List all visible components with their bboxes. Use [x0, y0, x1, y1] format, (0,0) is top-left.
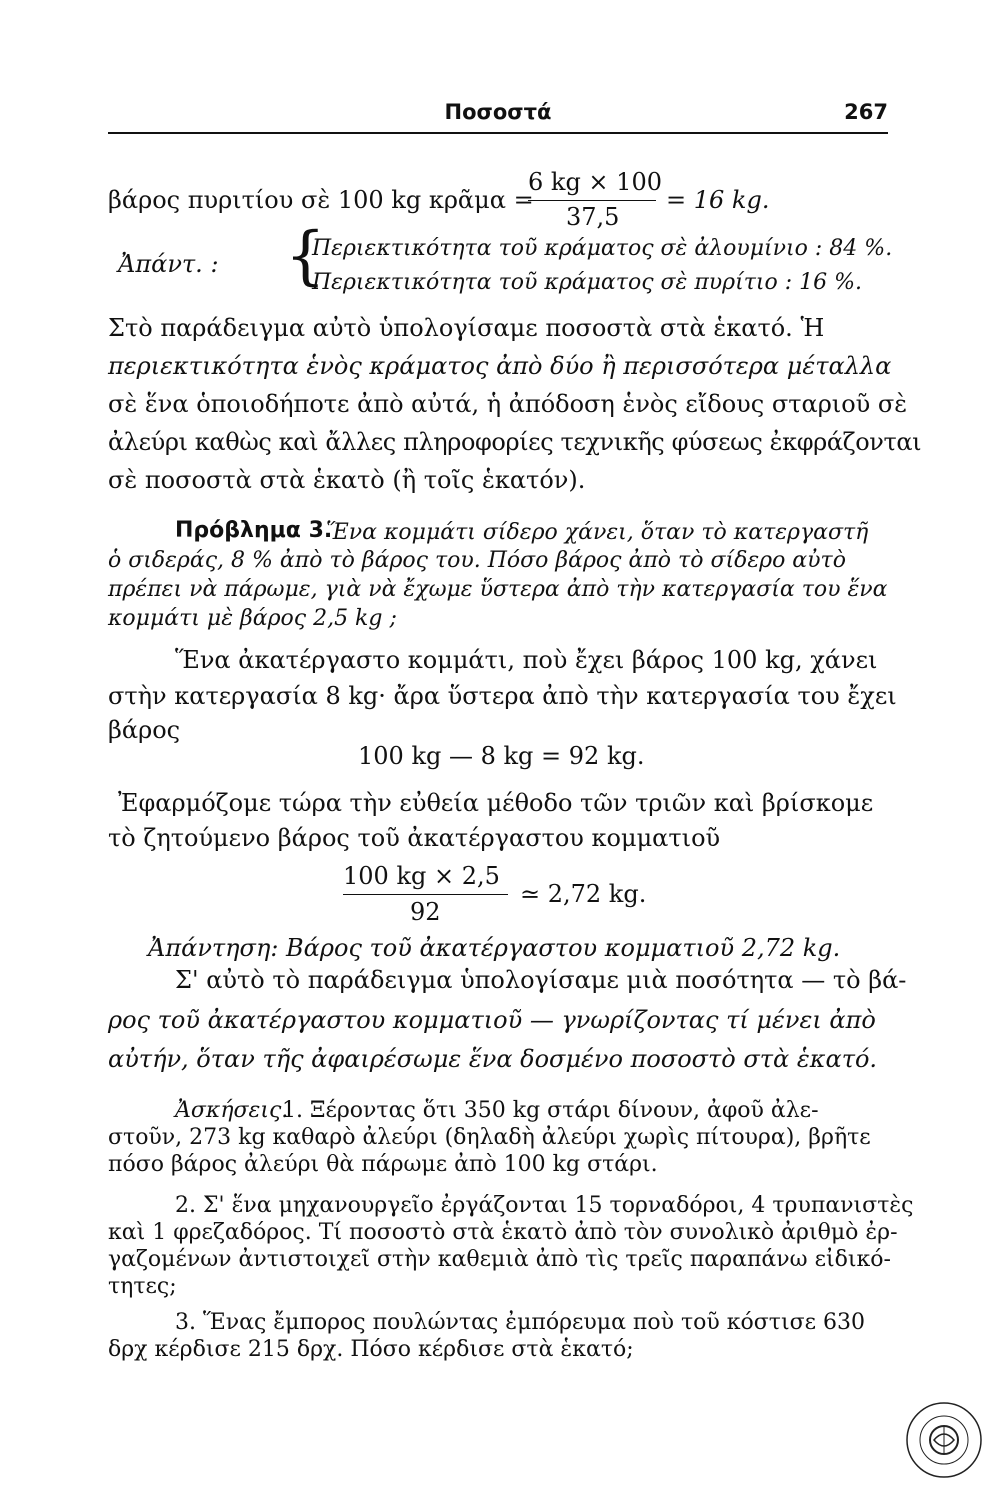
page-number: 267	[844, 100, 888, 124]
para2-line: Ἕνα ἀκατέργαστο κομμάτι, ποὺ ἔχει βάρος 100 kg, χάνει	[175, 646, 878, 674]
exercise3-line: 3. Ἕνας ἔμπορος πουλώντας ἐμπόρευμα ποὺ τοῦ κόστισε 630	[175, 1310, 865, 1335]
formula2-denominator: 92	[410, 898, 441, 926]
formula2-numerator: 100 kg × 2,5	[343, 862, 500, 890]
exercises-label: Ἀσκήσεις.	[175, 1098, 289, 1123]
answer2: Ἀπάντηση: Βάρος τοῦ ἀκατέργαστου κομματιοῦ 2,72 kg.	[148, 934, 841, 962]
formula1-numerator: 6 kg × 100	[528, 168, 662, 196]
formula2-result: ≃ 2,72 kg.	[520, 880, 647, 908]
answer1-line1: Περιεκτικότητα τοῦ κράματος σὲ ἀλουμίνιο : 84 %.	[312, 236, 893, 261]
para1-line: περιεκτικότητα ἑνὸς κράματος ἀπὸ δύο ἢ περισσότερα μέταλλα	[108, 352, 892, 380]
para4-line: αὐτήν, ὅταν τῆς ἀφαιρέσωμε ἕνα δοσμένο ποσοστὸ στὰ ἑκατό.	[108, 1045, 878, 1073]
foundation-seal-icon	[904, 1400, 984, 1480]
para1-line: Στὸ παράδειγμα αὐτὸ ὑπολογίσαμε ποσοστὰ στὰ ἑκατό. Ἡ	[108, 314, 825, 342]
problem3-line: πρέπει νὰ πάρωμε, γιὰ νὰ ἔχωμε ὕστερα ἀπὸ τὴν κατεργασία του ἕνα	[108, 577, 888, 602]
problem3-line: κομμάτι μὲ βάρος 2,5 kg ;	[108, 606, 397, 631]
problem3-line: Ἕνα κομμάτι σίδερο χάνει, ὅταν τὸ κατεργαστῆ	[326, 520, 869, 545]
para1-line: σὲ ἕνα ὁποιοδήποτε ἀπὸ αὐτά, ἡ ἀπόδοση ἑνὸς εἴδους σταριοῦ σὲ	[108, 390, 908, 418]
exercise2-line: τητες;	[108, 1274, 177, 1299]
exercise1-line: 1. Ξέροντας ὅτι 350 kg στάρι δίνουν, ἀφοῦ ἀλε-	[282, 1098, 819, 1123]
exercise2-line: 2. Σ' ἕνα μηχανουργεῖο ἐργάζονται 15 τορναδόροι, 4 τρυπανιστὲς	[175, 1193, 914, 1218]
para1-line: σὲ ποσοστὰ στὰ ἑκατὸ (ἢ τοῖς ἑκατόν).	[108, 466, 586, 494]
para1-line: ἀλεύρι καθὼς καὶ ἄλλες πληροφορίες τεχνικῆς φύσεως ἐκφράζονται	[108, 428, 922, 456]
formula1-fraction-rule	[528, 200, 656, 201]
problem3-line: ὁ σιδεράς, 8 % ἀπὸ τὸ βάρος του. Πόσο βάρος ἀπὸ τὸ σίδερο αὐτὸ	[108, 548, 846, 573]
exercise2-line: καὶ 1 φρεζαδόρος. Τί ποσοστὸ στὰ ἑκατὸ ἀπὸ τὸν συνολικὸ ἀριθμὸ ἐρ-	[108, 1220, 898, 1245]
para2-line: στὴν κατεργασία 8 kg· ἄρα ὕστερα ἀπὸ τὴν κατεργασία του ἔχει	[108, 682, 897, 710]
para2-line: βάρος	[108, 716, 181, 744]
exercise2-line: γαζομένων ἀντιστοιχεῖ στὴν καθεμιὰ ἀπὸ τὶς τρεῖς παραπάνω εἰδικό-	[108, 1247, 891, 1272]
running-title: Ποσοστά	[444, 100, 552, 124]
answer-brace: {	[285, 219, 326, 293]
header-rule	[108, 132, 888, 134]
formula1-prefix: βάρος πυριτίου σὲ 100 kg κρᾶμα =	[108, 186, 534, 214]
problem3-label: Πρόβλημα 3.	[175, 518, 333, 543]
equation2: 100 kg — 8 kg = 92 kg.	[358, 742, 645, 770]
page-header	[108, 100, 888, 134]
exercise1-line: πόσο βάρος ἀλεύρι θὰ πάρωμε ἀπὸ 100 kg στάρι.	[108, 1152, 658, 1177]
exercise1-line: στοῦν, 273 kg καθαρὸ ἀλεύρι (δηλαδὴ ἀλεύρι χωρὶς πίτουρα), βρῆτε	[108, 1125, 871, 1150]
exercise3-line: δρχ κέρδισε 215 δρχ. Πόσο κέρδισε στὰ ἑκατό;	[108, 1337, 634, 1362]
para4-line: ρος τοῦ ἀκατέργαστου κομματιοῦ — γνωρίζοντας τί μένει ἀπὸ	[108, 1006, 876, 1034]
para4-line: Σ' αὐτὸ τὸ παράδειγμα ὑπολογίσαμε μιὰ ποσότητα — τὸ βά-	[175, 966, 907, 994]
formula2-fraction-rule	[343, 894, 508, 895]
answer1-line2: Περιεκτικότητα τοῦ κράματος σὲ πυρίτιο : 16 %.	[312, 270, 863, 295]
para3-line: Ἐφαρμόζομε τώρα τὴν εὐθεία μέθοδο τῶν τριῶν καὶ βρίσκομε	[118, 789, 874, 817]
answer1-label: Ἀπάντ. :	[118, 250, 219, 278]
para3-line: τὸ ζητούμενο βάρος τοῦ ἀκατέργαστου κομματιοῦ	[108, 824, 721, 852]
formula1-result: = 16 kg.	[666, 186, 770, 214]
formula1-denominator: 37,5	[566, 203, 620, 231]
